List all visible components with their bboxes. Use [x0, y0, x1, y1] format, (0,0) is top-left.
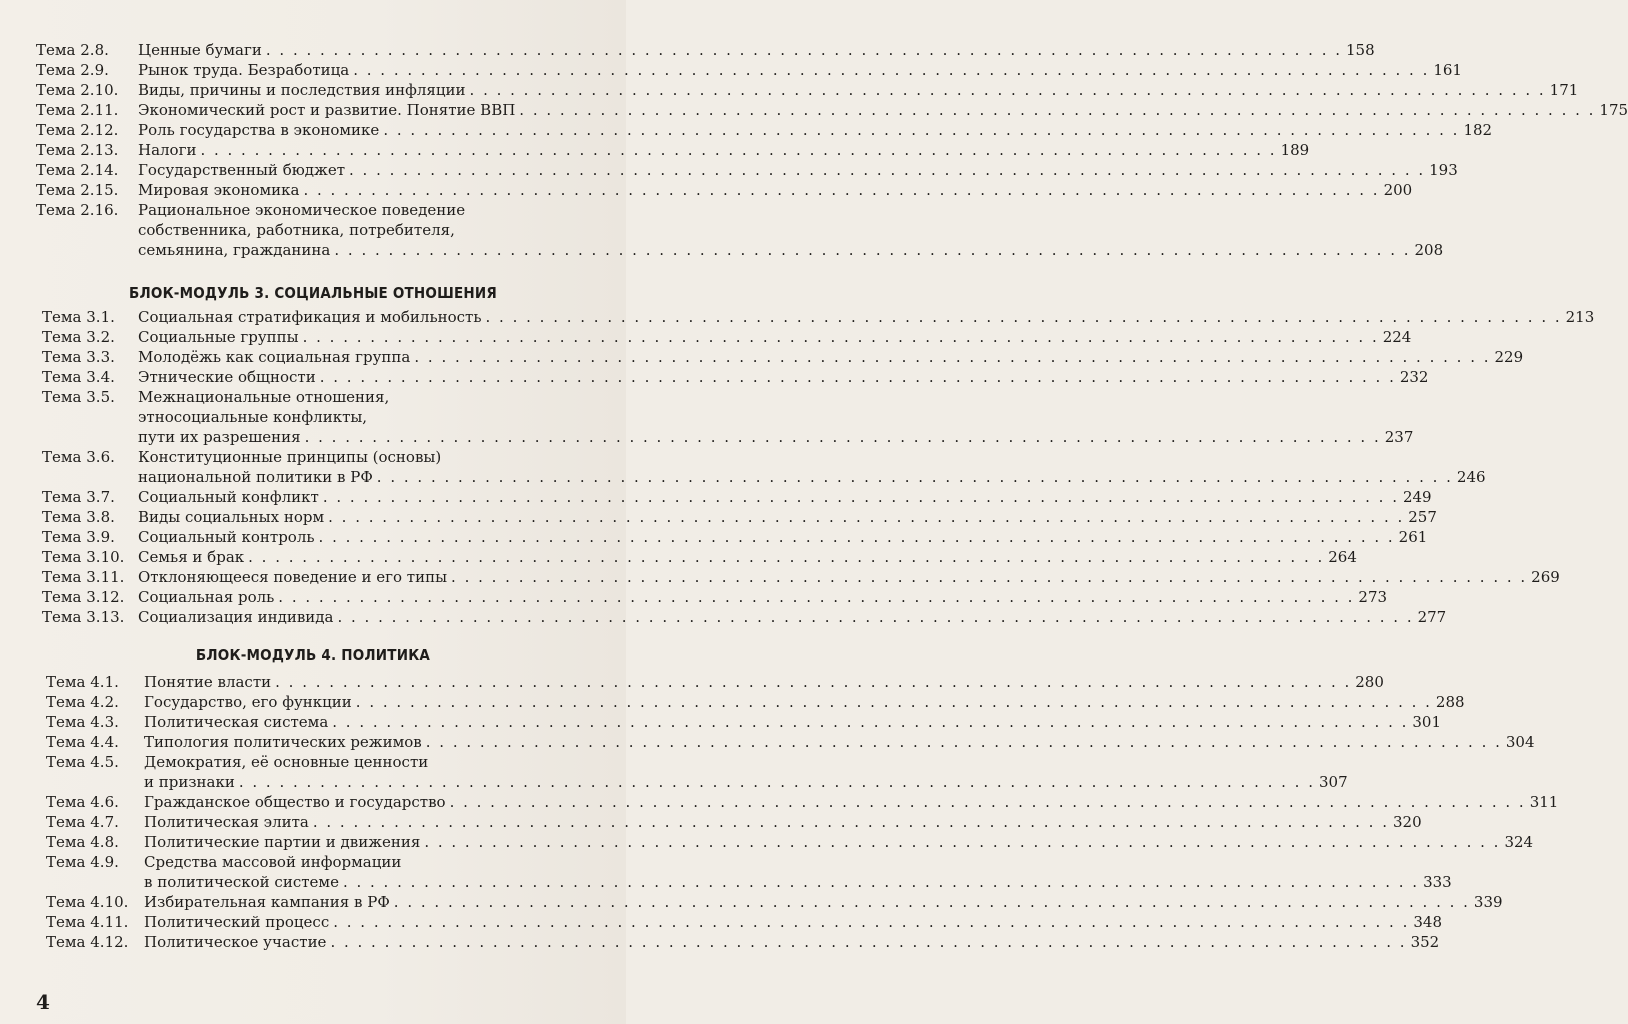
dot-leader: . . . . . . . . . . . . . . . . . . . . . . . . . . . . . . . . . . . . . . . . . . . . . . . . . . . . . . . . . . . . . . . . . . . . . . . . . . . . . . . .	[332, 713, 1409, 731]
page-ref: 277	[1417, 608, 1447, 626]
topic-title: Мировая экономика	[138, 181, 300, 199]
topic-title: Избирательная кампания в РФ	[144, 893, 390, 911]
topic-number: Тема 2.8.	[36, 41, 109, 59]
toc-entry[interactable]	[42, 387, 1414, 447]
topic-number: Тема 2.12.	[36, 121, 119, 139]
topic-title: Этнические общности	[138, 368, 316, 386]
page-ref: 232	[1399, 368, 1429, 386]
toc-entry[interactable]	[42, 307, 1595, 327]
topic-number: Тема 3.3.	[42, 348, 115, 366]
topic-title: и признаки	[144, 773, 235, 791]
topic-title: Понятие власти	[144, 673, 272, 691]
topic-title: Социальная роль	[138, 588, 275, 606]
dot-leader: . . . . . . . . . . . . . . . . . . . . . . . . . . . . . . . . . . . . . . . . . . . . . . . . . . . . . . . . . . . . . . . . . . . . . . . . . . . . . . . .	[303, 181, 1380, 199]
topic-title: Молодёжь как социальная группа	[138, 348, 411, 366]
toc-entry[interactable]	[42, 547, 1357, 567]
page-ref: 161	[1433, 61, 1462, 79]
topic-number: Тема 4.3.	[46, 713, 119, 731]
dot-leader: . . . . . . . . . . . . . . . . . . . . . . . . . . . . . . . . . . . . . . . . . . . . . . . . . . . . . . . . . . . . . . . . . . . . . . . . . . . . . . . .	[322, 488, 1399, 506]
page-ref: 280	[1355, 673, 1384, 691]
toc-entry[interactable]	[36, 80, 1579, 100]
dot-leader: . . . . . . . . . . . . . . . . . . . . . . . . . . . . . . . . . . . . . . . . . . . . . . . . . . . . . . . . . . . . . . . . . . . . . . . . . . . . . . . .	[451, 568, 1528, 586]
topic-title: собственника, работника, потребителя,	[138, 221, 455, 239]
dot-leader: . . . . . . . . . . . . . . . . . . . . . . . . . . . . . . . . . . . . . . . . . . . . . . . . . . . . . . . . . . . . . . . . . . . . . . . . . . . . . . . .	[304, 428, 1381, 446]
block2-topic-list	[0, 40, 1628, 260]
topic-number: Тема 3.4.	[42, 368, 115, 386]
topic-title: Типология политических режимов	[144, 733, 422, 751]
topic-number: Тема 2.16.	[36, 201, 119, 219]
toc-entry[interactable]	[36, 140, 1310, 160]
page-ref: 348	[1413, 913, 1442, 931]
topic-number: Тема 2.10.	[36, 81, 119, 99]
topic-number: Тема 4.1.	[46, 673, 119, 691]
toc-entry[interactable]	[46, 712, 1442, 732]
topic-number: Тема 2.15.	[36, 181, 119, 199]
topic-title: Государственный бюджет	[138, 161, 345, 179]
page-ref: 339	[1473, 893, 1503, 911]
page-ref: 320	[1392, 813, 1422, 831]
page-ref: 311	[1529, 793, 1559, 811]
topic-number: Тема 3.13.	[42, 608, 125, 626]
topic-number: Тема 3.9.	[42, 528, 115, 546]
toc-entry[interactable]	[46, 832, 1534, 852]
dot-leader: . . . . . . . . . . . . . . . . . . . . . . . . . . . . . . . . . . . . . . . . . . . . . . . . . . . . . . . . . . . . . . . . . . . . . . . . . . . . . . . .	[469, 81, 1546, 99]
topic-title: Виды, причины и последствия инфляции	[138, 81, 466, 99]
dot-leader: . . . . . . . . . . . . . . . . . . . . . . . . . . . . . . . . . . . . . . . . . . . . . . . . . . . . . . . . . . . . . . . . . . . . . . . . . . . . . . . .	[424, 833, 1501, 851]
topic-title: Политическая элита	[144, 813, 309, 831]
page-ref: 200	[1383, 181, 1413, 199]
topic-title: Семья и брак	[138, 548, 245, 566]
toc-entry[interactable]	[46, 792, 1559, 812]
page-ref: 273	[1358, 588, 1388, 606]
dot-leader: . . . . . . . . . . . . . . . . . . . . . . . . . . . . . . . . . . . . . . . . . . . . . . . . . . . . . . . . . . . . . . . . . . . . . . . . . . . . . . . .	[393, 893, 1470, 911]
toc-entry[interactable]	[36, 60, 1462, 80]
topic-number: Тема 3.12.	[42, 588, 125, 606]
toc-entry[interactable]	[46, 752, 1348, 792]
topic-number: Тема 3.11.	[42, 568, 125, 586]
toc-entry[interactable]	[36, 40, 1375, 60]
toc-entry[interactable]	[46, 672, 1384, 692]
page-ref: 171	[1549, 81, 1579, 99]
topic-number: Тема 3.10.	[42, 548, 125, 566]
block4-topic-list	[0, 672, 1559, 952]
dot-leader: . . . . . . . . . . . . . . . . . . . . . . . . . . . . . . . . . . . . . . . . . . . . . . . . . . . . . . . . . . . . . . . . . . . . . . . . . . . . . . . .	[330, 933, 1407, 951]
dot-leader: . . . . . . . . . . . . . . . . . . . . . . . . . . . . . . . . . . . . . . . . . . . . . . . . . . . . . . . . . . . . . . . . . . . . . . . . . . . . . . . .	[328, 508, 1405, 526]
page-ref: 189	[1280, 141, 1310, 159]
dot-leader: . . . . . . . . . . . . . . . . . . . . . . . . . . . . . . . . . . . . . . . . . . . . . . . . . . . . . . . . . . . . . . . . . . . . . . . . . . . . . . . .	[353, 61, 1430, 79]
toc-entry[interactable]	[36, 120, 1493, 140]
toc-entry[interactable]	[42, 587, 1388, 607]
block3-topic-list	[0, 307, 1595, 627]
page-ref: 307	[1318, 773, 1348, 791]
topic-number: Тема 2.9.	[36, 61, 109, 79]
page-ref: 264	[1328, 548, 1357, 566]
topic-title: Виды социальных норм	[138, 508, 325, 526]
topic-number: Тема 4.5.	[46, 753, 119, 771]
page-ref: 193	[1429, 161, 1458, 179]
dot-leader: . . . . . . . . . . . . . . . . . . . . . . . . . . . . . . . . . . . . . . . . . . . . . . . . . . . . . . . . . . . . . . . . . . . . . . . . . . . . . . . .	[337, 608, 1414, 626]
page-ref: 261	[1398, 528, 1428, 546]
dot-leader: . . . . . . . . . . . . . . . . . . . . . . . . . . . . . . . . . . . . . . . . . . . . . . . . . . . . . . . . . . . . . . . . . . . . . . . . . . . . . . . .	[302, 328, 1379, 346]
dot-leader: . . . . . . . . . . . . . . . . . . . . . . . . . . . . . . . . . . . . . . . . . . . . . . . . . . . . . . . . . . . . . . . . . . . . . . . . . . . . . . . .	[485, 308, 1562, 326]
topic-title: семьянина, гражданина	[138, 241, 331, 259]
topic-title: Политическая система	[144, 713, 329, 731]
topic-title: пути их разрешения	[138, 428, 301, 446]
topic-title: Социальный контроль	[138, 528, 315, 546]
topic-number: Тема 4.6.	[46, 793, 119, 811]
topic-number: Тема 3.7.	[42, 488, 115, 506]
page-ref: 237	[1384, 428, 1414, 446]
page-ref: 158	[1346, 41, 1375, 59]
topic-title: Роль государства в экономике	[138, 121, 380, 139]
toc-entry[interactable]	[42, 487, 1432, 507]
topic-title: в политической системе	[144, 873, 339, 891]
dot-leader: . . . . . . . . . . . . . . . . . . . . . . . . . . . . . . . . . . . . . . . . . . . . . . . . . . . . . . . . . . . . . . . . . . . . . . . . . . . . . . . .	[265, 41, 1342, 59]
topic-number: Тема 3.5.	[42, 388, 115, 406]
topic-number: Тема 3.6.	[42, 448, 115, 466]
topic-title: Налоги	[138, 141, 197, 159]
dot-leader: . . . . . . . . . . . . . . . . . . . . . . . . . . . . . . . . . . . . . . . . . . . . . . . . . . . . . . . . . . . . . . . . . . . . . . . . . . . . . . . .	[342, 873, 1420, 891]
topic-number: Тема 4.2.	[46, 693, 119, 711]
topic-title: Конституционные принципы (основы)	[138, 448, 442, 466]
dot-leader: . . . . . . . . . . . . . . . . . . . . . . . . . . . . . . . . . . . . . . . . . . . . . . . . . . . . . . . . . . . . . . . . . . . . . . . . . . . . . . . .	[425, 733, 1502, 751]
dot-leader: . . . . . . . . . . . . . . . . . . . . . . . . . . . . . . . . . . . . . . . . . . . . . . . . . . . . . . . . . . . . . . . . . . . . . . . . . . . . . . . .	[414, 348, 1491, 366]
topic-number: Тема 4.7.	[46, 813, 119, 831]
dot-leader: . . . . . . . . . . . . . . . . . . . . . . . . . . . . . . . . . . . . . . . . . . . . . . . . . . . . . . . . . . . . . . . . . . . . . . . . . . . . . . . .	[349, 161, 1426, 179]
toc-entry[interactable]	[42, 527, 1428, 547]
topic-number: Тема 4.11.	[46, 913, 129, 931]
toc-entry[interactable]	[46, 932, 1440, 952]
topic-title: Социализация индивида	[138, 608, 334, 626]
toc-entry[interactable]	[42, 327, 1412, 347]
topic-title: Социальный конфликт	[138, 488, 319, 506]
topic-title: Средства массовой информации	[144, 853, 402, 871]
toc-entry[interactable]	[42, 367, 1429, 387]
toc-entry[interactable]	[36, 180, 1413, 200]
toc-entry[interactable]	[46, 852, 1452, 892]
topic-title: Экономический рост и развитие. Понятие ВВП	[138, 101, 516, 119]
dot-leader: . . . . . . . . . . . . . . . . . . . . . . . . . . . . . . . . . . . . . . . . . . . . . . . . . . . . . . . . . . . . . . . . . . . . . . . . . . . . . . . .	[383, 121, 1460, 139]
dot-leader: . . . . . . . . . . . . . . . . . . . . . . . . . . . . . . . . . . . . . . . . . . . . . . . . . . . . . . . . . . . . . . . . . . . . . . . . . . . . . . . .	[449, 793, 1526, 811]
dot-leader: . . . . . . . . . . . . . . . . . . . . . . . . . . . . . . . . . . . . . . . . . . . . . . . . . . . . . . . . . . . . . . . . . . . . . . . . . . . . . . . .	[355, 693, 1432, 711]
topic-title: Политические партии и движения	[144, 833, 421, 851]
topic-number: Тема 4.12.	[46, 933, 129, 951]
page-ref: 213	[1565, 308, 1595, 326]
toc-entry[interactable]	[36, 100, 1628, 120]
topic-number: Тема 4.4.	[46, 733, 119, 751]
toc-entry[interactable]	[42, 507, 1437, 527]
dot-leader: . . . . . . . . . . . . . . . . . . . . . . . . . . . . . . . . . . . . . . . . . . . . . . . . . . . . . . . . . . . . . . . . . . . . . . . . . . . . . . . .	[200, 141, 1277, 159]
toc-entry[interactable]	[36, 200, 1444, 260]
page-ref: 288	[1435, 693, 1465, 711]
dot-leader: . . . . . . . . . . . . . . . . . . . . . . . . . . . . . . . . . . . . . . . . . . . . . . . . . . . . . . . . . . . . . . . . . . . . . . . . . . . . . . . .	[248, 548, 1325, 566]
dot-leader: . . . . . . . . . . . . . . . . . . . . . . . . . . . . . . . . . . . . . . . . . . . . . . . . . . . . . . . . . . . . . . . . . . . . . . . . . . . . . . . .	[238, 773, 1315, 791]
topic-number: Тема 2.13.	[36, 141, 119, 159]
topic-number: Тема 3.2.	[42, 328, 115, 346]
toc-entry[interactable]	[42, 567, 1560, 587]
topic-title: Рынок труда. Безработица	[138, 61, 350, 79]
page-ref: 229	[1494, 348, 1524, 366]
topic-number: Тема 3.8.	[42, 508, 115, 526]
toc-entry[interactable]	[46, 812, 1422, 832]
topic-title: Государство, его функции	[144, 693, 352, 711]
toc-entry[interactable]	[46, 692, 1465, 712]
topic-number: Тема 4.9.	[46, 853, 119, 871]
topic-number: Тема 3.1.	[42, 308, 115, 326]
dot-leader: . . . . . . . . . . . . . . . . . . . . . . . . . . . . . . . . . . . . . . . . . . . . . . . . . . . . . . . . . . . . . . . . . . . . . . . . . . . . . . . .	[278, 588, 1355, 606]
block3-heading: БЛОК-МОДУЛЬ 3. СОЦИАЛЬНЫЕ ОТНОШЕНИЯ	[129, 284, 497, 302]
topic-number: Тема 2.11.	[36, 101, 119, 119]
topic-number: Тема 4.10.	[46, 893, 129, 911]
dot-leader: . . . . . . . . . . . . . . . . . . . . . . . . . . . . . . . . . . . . . . . . . . . . . . . . . . . . . . . . . . . . . . . . . . . . . . . . . . . . . . . .	[318, 528, 1395, 546]
page-ref: 246	[1456, 468, 1486, 486]
block4-heading: БЛОК-МОДУЛЬ 4. ПОЛИТИКА	[195, 646, 431, 664]
toc-entry[interactable]	[42, 347, 1524, 367]
topic-title: Политическое участие	[144, 933, 327, 951]
dot-leader: . . . . . . . . . . . . . . . . . . . . . . . . . . . . . . . . . . . . . . . . . . . . . . . . . . . . . . . . . . . . . . . . . . . . . . . . . . . . . . . .	[312, 813, 1389, 831]
toc-entry[interactable]	[46, 892, 1503, 912]
topic-title: Ценные бумаги	[138, 41, 262, 59]
page-ref: 304	[1505, 733, 1535, 751]
topic-title: Межнациональные отношения,	[138, 388, 390, 406]
dot-leader: . . . . . . . . . . . . . . . . . . . . . . . . . . . . . . . . . . . . . . . . . . . . . . . . . . . . . . . . . . . . . . . . . . . . . . . . . . . . . . . .	[376, 468, 1453, 486]
page-ref: 249	[1402, 488, 1432, 506]
topic-title: Социальная стратификация и мобильность	[138, 308, 482, 326]
page-ref: 301	[1412, 713, 1442, 731]
page-ref: 333	[1423, 873, 1452, 891]
toc-entry[interactable]	[46, 912, 1442, 932]
topic-title: Демократия, её основные ценности	[144, 753, 429, 771]
topic-number: Тема 4.8.	[46, 833, 119, 851]
topic-title: Социальные группы	[138, 328, 299, 346]
page-ref: 224	[1382, 328, 1412, 346]
page-ref: 257	[1408, 508, 1437, 526]
dot-leader: . . . . . . . . . . . . . . . . . . . . . . . . . . . . . . . . . . . . . . . . . . . . . . . . . . . . . . . . . . . . . . . . . . . . . . . . . . . . . . . .	[319, 368, 1396, 386]
topic-number: Тема 2.14.	[36, 161, 119, 179]
topic-title: национальной политики в РФ	[138, 468, 373, 486]
page-ref: 324	[1504, 833, 1534, 851]
toc-entry[interactable]	[42, 447, 1486, 487]
topic-title: Гражданское общество и государство	[144, 793, 446, 811]
page-ref: 182	[1463, 121, 1493, 139]
page-ref: 269	[1531, 568, 1560, 586]
page-ref: 208	[1414, 241, 1444, 259]
toc-entry[interactable]	[42, 607, 1447, 627]
topic-title: Отклоняющееся поведение и его типы	[138, 568, 448, 586]
dot-leader: . . . . . . . . . . . . . . . . . . . . . . . . . . . . . . . . . . . . . . . . . . . . . . . . . . . . . . . . . . . . . . . . . . . . . . . . . . . . . . . .	[275, 673, 1352, 691]
toc-entry[interactable]	[36, 160, 1458, 180]
dot-leader: . . . . . . . . . . . . . . . . . . . . . . . . . . . . . . . . . . . . . . . . . . . . . . . . . . . . . . . . . . . . . . . . . . . . . . . . . . . . . . . .	[334, 241, 1411, 259]
topic-title: Рациональное экономическое поведение	[138, 201, 466, 219]
page-ref: 352	[1410, 933, 1440, 951]
dot-leader: . . . . . . . . . . . . . . . . . . . . . . . . . . . . . . . . . . . . . . . . . . . . . . . . . . . . . . . . . . . . . . . . . . . . . . . . . . . . . . . .	[519, 101, 1596, 119]
page-number: 4	[36, 990, 50, 1014]
page-ref: 175	[1599, 101, 1628, 119]
toc-entry[interactable]	[46, 732, 1535, 752]
topic-title: этносоциальные конфликты,	[138, 408, 368, 426]
topic-title: Политический процесс	[144, 913, 330, 931]
dot-leader: . . . . . . . . . . . . . . . . . . . . . . . . . . . . . . . . . . . . . . . . . . . . . . . . . . . . . . . . . . . . . . . . . . . . . . . . . . . . . . . .	[333, 913, 1410, 931]
